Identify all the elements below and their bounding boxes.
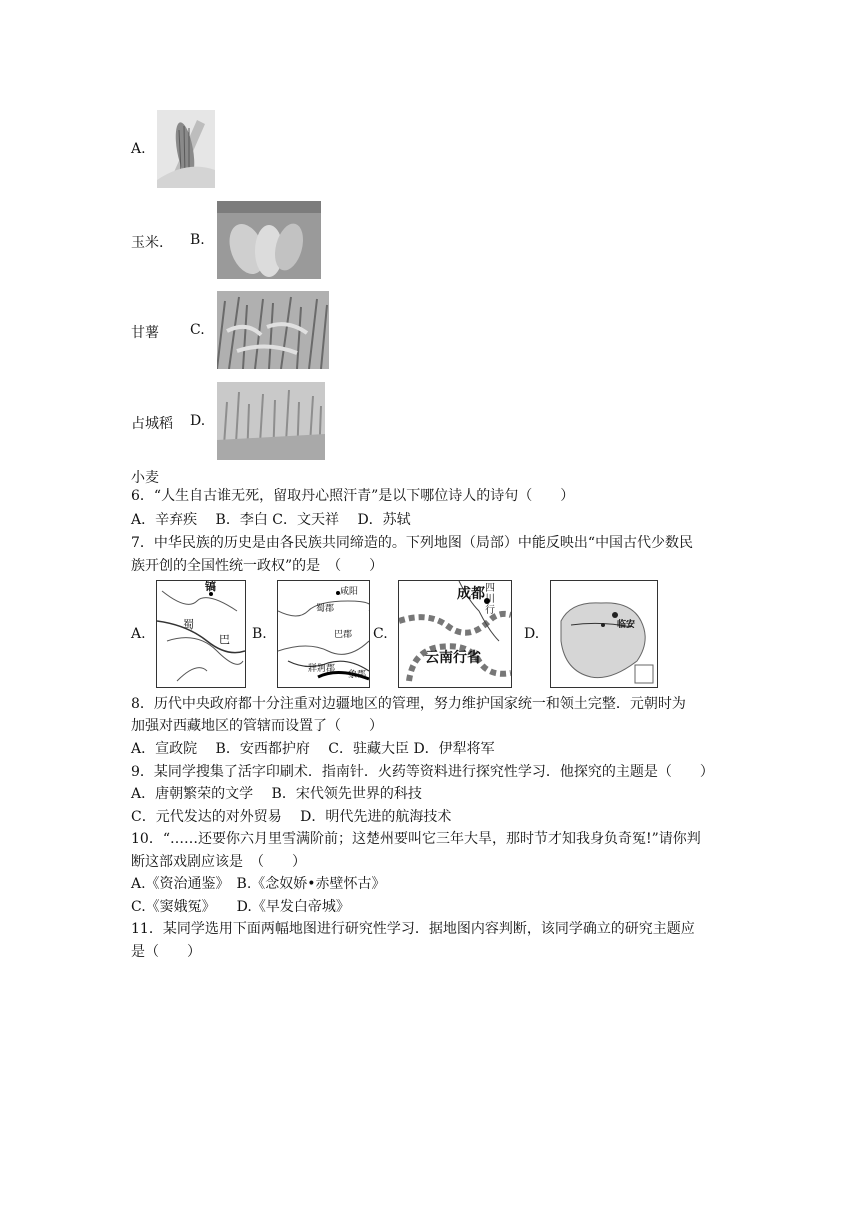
q6-options: A．辛弃疾 B．李白 C．文天祥 D．苏轼 (131, 512, 411, 528)
map-a-label-ba: 巴 (219, 633, 230, 646)
q9-stem: 9．某同学搜集了活字印刷术．指南针．火药等资料进行探究性学习．他探究的主题是（ ） (131, 764, 714, 780)
q7-option-c-letter: C. (373, 626, 388, 642)
map-d-label-linan: 临安 (617, 620, 636, 630)
q7-option-d-letter: D. (524, 626, 540, 642)
q8-stem-line2: 加强对西藏地区的管辖而设置了（ ） (131, 718, 383, 734)
rice-photo (217, 291, 329, 369)
q5-option-c-name: 占城稻 (131, 416, 173, 432)
q11-stem-line1: 11．某同学选用下面两幅地图进行研究性学习．据地图内容判断，该同学确立的研究主题应 (131, 921, 695, 937)
map-western-zhou (156, 580, 246, 688)
q11-stem-line2: 是（ ） (131, 944, 201, 960)
map-b-label-bajun: 巴郡 (334, 630, 353, 640)
q8-options: A．宣政院 B．安西都护府 C．驻藏大臣 D．伊犁将军 (131, 741, 495, 757)
sweet-potato-photo (217, 201, 321, 279)
q7-option-a-letter: A. (131, 626, 146, 642)
q9-options-line1: A．唐朝繁荣的文学 B．宋代领先世界的科技 (131, 786, 422, 802)
q10-options-line1: A.《资治通鉴》 B.《念奴娇•赤壁怀古》 (131, 876, 386, 892)
q6-stem: 6．“人生自古谁无死，留取丹心照汗青”是以下哪位诗人的诗句（ ） (131, 488, 575, 504)
q5-option-d-letter: D. (190, 413, 206, 429)
q5-option-c-letter: C. (190, 322, 205, 338)
q7-option-b-letter: B. (252, 626, 267, 642)
map-yuan-yunnan (398, 580, 512, 688)
map-a-label-shu: 蜀 (183, 618, 194, 631)
corn-photo (157, 110, 215, 188)
wheat-photo (217, 382, 325, 460)
q7-stem-line1: 7．中华民族的历史是由各民族共同缔造的。下列地图（局部）中能反映出“中国古代少数民 (131, 535, 694, 551)
q10-stem-line1: 10．“……还要你六月里雪满阶前；这楚州要叫它三年大旱，那时节才知我身负奇冤!”请你判 (131, 831, 701, 847)
q10-options-line2: C.《窦娥冤》 D.《早发白帝城》 (131, 899, 350, 915)
q7-stem-line2: 族开创的全国性统一政权”的是 （ ） (131, 558, 384, 574)
map-b-label-xianyang: 咸阳 (340, 587, 359, 597)
q9-options-line2: C．元代发达的对外贸易 D．明代先进的航海技术 (131, 809, 452, 825)
map-southern-song (550, 580, 658, 688)
map-b-label-shujun: 蜀郡 (316, 604, 335, 614)
map-a-label-hao: 镐 (205, 580, 216, 593)
q8-stem-line1: 8．历代中央政府都十分注重对边疆地区的管理，努力维护国家统一和领土完整．元朝时为 (131, 696, 686, 712)
map-c-label-sichuan: 四川行 (485, 583, 495, 616)
q10-stem-line2: 断这部戏剧应该是 （ ） (131, 854, 306, 870)
q5-option-d-name: 小麦 (131, 470, 159, 486)
map-c-label-chengdu: 成都 (457, 586, 485, 602)
map-b-label-xiangjun: 象郡 (348, 670, 367, 680)
map-c-label-yunnan: 云南行省 (425, 650, 481, 666)
map-b-label-zangke: 牂牁郡 (308, 664, 336, 674)
q5-option-a-name: 玉米. (131, 235, 164, 251)
q5-option-a-letter: A. (131, 141, 146, 157)
q5-option-b-name: 甘薯 (131, 325, 159, 341)
q5-option-b-letter: B. (190, 232, 205, 248)
map-qin (277, 580, 370, 688)
